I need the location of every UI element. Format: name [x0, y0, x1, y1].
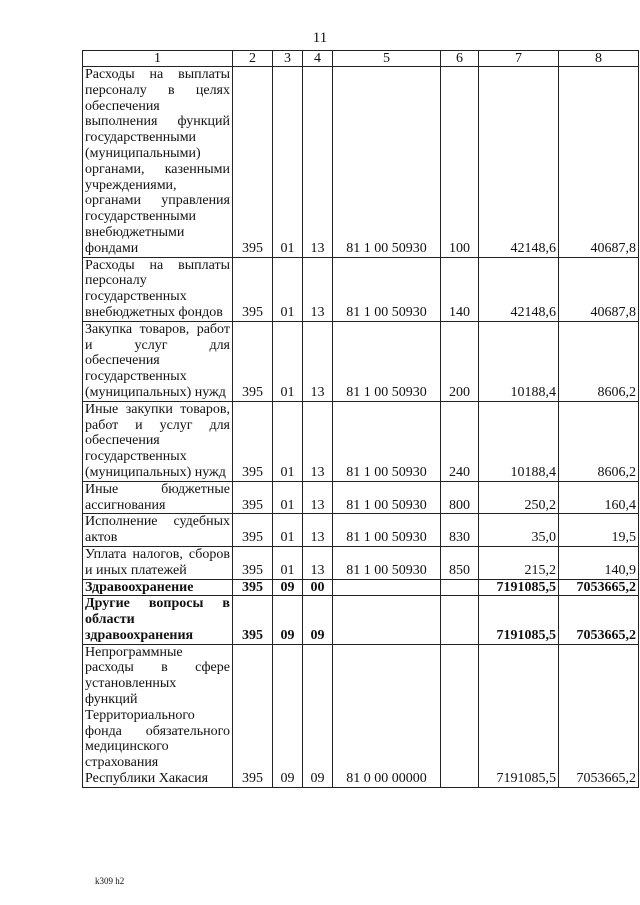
code-expense-type: 850: [441, 546, 479, 579]
code-subsection: 09: [303, 644, 333, 787]
code-target: 81 1 00 50930: [333, 257, 441, 321]
amount-year-1: 10188,4: [479, 321, 559, 401]
amount-year-1: 42148,6: [479, 67, 559, 258]
code-expense-type: 100: [441, 67, 479, 258]
code-section: 01: [273, 401, 303, 481]
table-row: [83, 321, 639, 401]
row-name: Расходы на выплаты персоналу в целях обеспечения выполнения функций государственными (муниципальными) органами, казенными учреждениями, органами управления государственными внебюджетными фондами: [83, 67, 233, 258]
row-name: Расходы на выплаты персоналу государственных внебюджетных фондов: [83, 257, 233, 321]
code-subsection: 13: [303, 546, 333, 579]
column-header: 7: [479, 51, 559, 67]
row-name: Закупка товаров, работ и услуг для обеспечения государственных (муниципальных) нужд: [83, 321, 233, 401]
row-name: Непрограммные расходы в сфере установленных функций Территориального фонда обязательного медицинского страхования Республики Хакасия: [83, 644, 233, 787]
code-expense-type: [441, 596, 479, 644]
code-admin: 395: [233, 644, 273, 787]
row-name: Исполнение судебных актов: [83, 514, 233, 547]
table-row: [83, 257, 639, 321]
column-header: 6: [441, 51, 479, 67]
amount-year-1: 7191085,5: [479, 579, 559, 596]
amount-year-1: 35,0: [479, 514, 559, 547]
row-name: Здравоохранение: [83, 579, 233, 596]
column-header: 5: [333, 51, 441, 67]
code-admin: 395: [233, 257, 273, 321]
amount-year-2: 8606,2: [559, 321, 639, 401]
amount-year-1: 215,2: [479, 546, 559, 579]
table-row: [83, 401, 639, 481]
code-subsection: 00: [303, 579, 333, 596]
table-row: [83, 481, 639, 514]
amount-year-2: 7053665,2: [559, 596, 639, 644]
table-row: [83, 644, 639, 787]
code-section: 01: [273, 257, 303, 321]
code-target: [333, 596, 441, 644]
code-target: 81 1 00 50930: [333, 481, 441, 514]
code-target: 81 1 00 50930: [333, 546, 441, 579]
code-admin: 395: [233, 481, 273, 514]
code-subsection: 13: [303, 481, 333, 514]
code-subsection: 09: [303, 596, 333, 644]
column-header: 3: [273, 51, 303, 67]
code-target: 81 1 00 50930: [333, 67, 441, 258]
amount-year-1: 7191085,5: [479, 596, 559, 644]
amount-year-2: 140,9: [559, 546, 639, 579]
code-subsection: 13: [303, 321, 333, 401]
code-section: 01: [273, 321, 303, 401]
code-section: 09: [273, 644, 303, 787]
code-admin: 395: [233, 514, 273, 547]
amount-year-1: 7191085,5: [479, 644, 559, 787]
code-subsection: 13: [303, 67, 333, 258]
code-expense-type: [441, 579, 479, 596]
code-section: 09: [273, 596, 303, 644]
code-section: 09: [273, 579, 303, 596]
code-admin: 395: [233, 579, 273, 596]
row-name: Другие вопросы в области здравоохранения: [83, 596, 233, 644]
code-section: 01: [273, 481, 303, 514]
table-row: [83, 546, 639, 579]
code-admin: 395: [233, 67, 273, 258]
amount-year-2: 19,5: [559, 514, 639, 547]
column-header: 1: [83, 51, 233, 67]
code-section: 01: [273, 546, 303, 579]
code-target: 81 1 00 50930: [333, 401, 441, 481]
code-expense-type: 240: [441, 401, 479, 481]
amount-year-2: 7053665,2: [559, 644, 639, 787]
amount-year-2: 160,4: [559, 481, 639, 514]
code-target: 81 0 00 00000: [333, 644, 441, 787]
code-subsection: 13: [303, 514, 333, 547]
row-name: Уплата налогов, сборов и иных платежей: [83, 546, 233, 579]
code-admin: 395: [233, 596, 273, 644]
column-header: 2: [233, 51, 273, 67]
code-expense-type: 830: [441, 514, 479, 547]
amount-year-2: 7053665,2: [559, 579, 639, 596]
code-target: 81 1 00 50930: [333, 514, 441, 547]
code-target: [333, 579, 441, 596]
amount-year-1: 10188,4: [479, 401, 559, 481]
code-section: 01: [273, 514, 303, 547]
page-number: 11: [312, 30, 328, 46]
code-admin: 395: [233, 321, 273, 401]
amount-year-1: 250,2: [479, 481, 559, 514]
amount-year-2: 8606,2: [559, 401, 639, 481]
table-row: [83, 514, 639, 547]
code-section: 01: [273, 67, 303, 258]
code-admin: 395: [233, 401, 273, 481]
code-expense-type: 200: [441, 321, 479, 401]
column-header: 4: [303, 51, 333, 67]
table-header-row: [83, 51, 639, 67]
column-header: 8: [559, 51, 639, 67]
code-expense-type: [441, 644, 479, 787]
code-target: 81 1 00 50930: [333, 321, 441, 401]
table-row: [83, 596, 639, 644]
code-subsection: 13: [303, 401, 333, 481]
footer-code: k309 h2: [95, 876, 125, 886]
amount-year-2: 40687,8: [559, 257, 639, 321]
code-expense-type: 140: [441, 257, 479, 321]
code-admin: 395: [233, 546, 273, 579]
code-subsection: 13: [303, 257, 333, 321]
row-name: Иные закупки товаров, работ и услуг для обеспечения государственных (муниципальных) нужд: [83, 401, 233, 481]
row-name: Иные бюджетные ассигнования: [83, 481, 233, 514]
amount-year-2: 40687,8: [559, 67, 639, 258]
table-row: [83, 579, 639, 596]
budget-table: [82, 50, 639, 788]
table-row: [83, 67, 639, 258]
code-expense-type: 800: [441, 481, 479, 514]
amount-year-1: 42148,6: [479, 257, 559, 321]
